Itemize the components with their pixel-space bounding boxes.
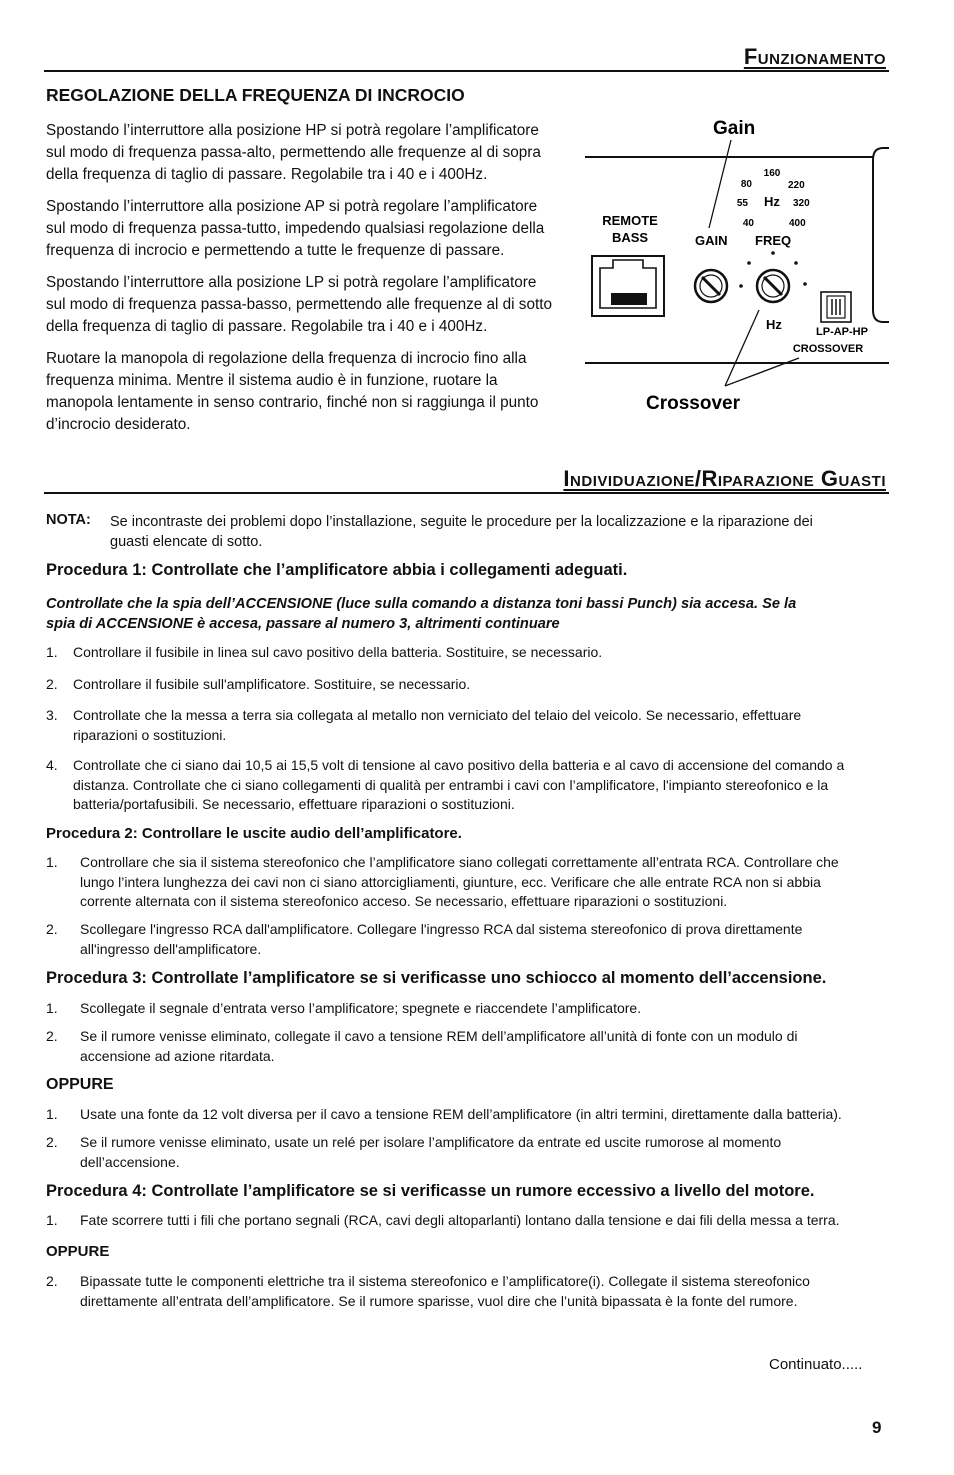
list-item-number: 4. xyxy=(46,757,58,773)
list-item-number: 1. xyxy=(46,644,58,660)
list-item-number: 3. xyxy=(46,707,58,723)
section-title-funzionamento: Funzionamento xyxy=(743,44,886,69)
bass-label: BASS xyxy=(611,230,649,245)
crossover-heading: REGOLAZIONE DELLA FREQUENZA DI INCROCIO xyxy=(46,85,465,105)
paragraph-line: frequenza di incrocio e permettendo a tutte le frequenze di passare. xyxy=(46,242,505,259)
list-item-text: Controllare il fusibile sull'amplificatore. Sostituire, se necessario. xyxy=(73,676,471,692)
proc4-title: Procedura 4: Controllate l’amplificatore se si verificasse un rumore eccessivo a livello del motore. xyxy=(46,1182,815,1200)
remote-label: REMOTE xyxy=(602,213,658,228)
amplifier-panel-diagram xyxy=(583,110,893,420)
freq-label: FREQ xyxy=(755,233,792,248)
scale-40: 40 xyxy=(742,218,754,229)
paragraph-line: della frequenza di taglio di passare. Regolabile tra i 40 e i 400Hz. xyxy=(46,166,488,183)
list-item-number: 1. xyxy=(46,1106,58,1122)
scale-160: 160 xyxy=(763,168,781,179)
proc1-title: Procedura 1: Controllate che l’amplificatore abbia i collegamenti adeguati. xyxy=(46,561,628,579)
list-item-text: Fate scorrere tutti i fili che portano segnali (RCA, cavi degli altoparlanti) lontano dalla tensione e dai fili della messa a terra. xyxy=(80,1212,840,1228)
note-text: Se incontraste dei problemi dopo l’installazione, seguite le procedure per la localizzazione e la riparazione dei guasti elencate di sotto. xyxy=(110,514,813,550)
oppure-2: OPPURE xyxy=(46,1243,110,1260)
crossover-callout: Crossover xyxy=(646,393,740,414)
hz-top-label: Hz xyxy=(764,194,780,209)
troubleshoot-rule xyxy=(44,492,889,494)
note-label: NOTA: xyxy=(46,512,91,528)
paragraph-line: sul modo di frequenza passa-tutto, impedendo qualsiasi regolazione della xyxy=(46,220,545,237)
list-item-text: Usate una fonte da 12 volt diversa per il cavo a tensione REM dell’amplificatore (in altri termini, direttamente dalla batteria). xyxy=(80,1106,842,1122)
list-item-text: Controllare che sia il sistema stereofonico che l’amplificatore siano collegati correttamente all’entrata RCA. Controllare che lungo l’intera lunghezza dei cavi non ci siano attorcigliamenti, giunture, ecc. Verificare che alle entrate RCA non si abbia corrente alternata con il sistema stereofonico acceso. Se necessario, effettuare riparazioni o sostituzioni. xyxy=(80,854,839,909)
list-item-text: Controllate che la messa a terra sia collegata al metallo non verniciato del telaio del veicolo. Se necessario, effettuare riparazioni o sostituzioni. xyxy=(73,707,802,743)
paragraph-line: Spostando l’interruttore alla posizione LP si potrà regolare l’amplificatore xyxy=(46,274,537,291)
gain-callout: Gain xyxy=(713,118,756,139)
switch-label-1: LP-AP-HP xyxy=(816,326,868,338)
scale-220: 220 xyxy=(788,180,805,191)
list-item-number: 1. xyxy=(46,854,58,870)
oppure-1: OPPURE xyxy=(46,1076,114,1093)
hz-bottom-label: Hz xyxy=(766,317,782,332)
panel-right-bracket xyxy=(873,148,889,322)
crossover-paragraph xyxy=(46,120,586,186)
paragraph-line: d’incrocio desiderato. xyxy=(46,416,191,433)
rj45-contacts xyxy=(611,293,647,305)
paragraph-line: sul modo di frequenza passa-alto, permettendo alle frequenze al di sopra xyxy=(46,144,541,161)
list-item-text: Scollegare l'ingresso RCA dall'amplificatore. Collegare l'ingresso RCA dal sistema stereofonico di prova direttamente all'ingresso dell'amplificatore. xyxy=(80,921,803,957)
gain-label: GAIN xyxy=(695,233,728,248)
switch-label-2: CROSSOVER xyxy=(792,343,864,355)
paragraph-line: Spostando l’interruttore alla posizione HP si potrà regolare l’amplificatore xyxy=(46,122,539,139)
crossover-paragraphs xyxy=(46,120,586,446)
rj45-jack-outer xyxy=(592,256,664,316)
list-item-text: Controllare il fusibile in linea sul cavo positivo della batteria. Sostituire, se necessario. xyxy=(73,644,603,660)
scale-80: 80 xyxy=(740,179,752,190)
proc1-intro: Controllate che la spia dell’ACCENSIONE (luce sulla comando a distanza toni bassi Punch) sia accesa. Se la spia di ACCENSIONE è accesa, passare al numero 3, altrimenti continuare xyxy=(46,596,797,632)
list-item-number: 1. xyxy=(46,1212,58,1228)
paragraph-line: manopola lentamente in senso contrario, finché non si raggiunga il punto xyxy=(46,394,539,411)
crossover-paragraph xyxy=(46,196,586,262)
list-item-text: Bipassate tutte le componenti elettriche tra il sistema stereofonico e l’amplificatore(i). Collegate il sistema stereofonico direttamente all’entrata dell’amplificatore. Se il rumore sparisse, vuol dire che l’unità bipassata è la fonte del rumore. xyxy=(80,1273,810,1309)
section-title-guasti: Individuazione/Riparazione Guasti xyxy=(563,466,886,491)
scale-320: 320 xyxy=(793,198,810,209)
gain-callout-line xyxy=(709,140,731,228)
scale-400: 400 xyxy=(789,218,806,229)
list-item-number: 2. xyxy=(46,676,58,692)
list-item-number: 1. xyxy=(46,1000,58,1016)
scale-55: 55 xyxy=(736,198,748,209)
list-item-text: Controllate che ci siano dai 10,5 ai 15,5 volt di tensione al cavo positivo della batteria e al cavo di accensione del comando a distanza. Controllate che ci siano collegamenti di qualità per entrambi i cavi con l’amplificatore, l'impianto stereofonico e la batteria/portafusibili. Se necessario, effettuare riparazioni o sostituzioni. xyxy=(73,757,845,812)
list-item-text: Se il rumore venisse eliminato, usate un relé per isolare l’amplificatore da entrate ed uscite rumorose al momento dell’accensione. xyxy=(80,1134,782,1170)
continued-text: Continuato..... xyxy=(769,1356,863,1373)
list-item-number: 2. xyxy=(46,921,58,937)
paragraph-line: Ruotare la manopola di regolazione della frequenza di incrocio fino alla xyxy=(46,350,527,367)
paragraph-line: sul modo di frequenza passa-basso, permettendo alle frequenze al di sotto xyxy=(46,296,552,313)
crossover-paragraph xyxy=(46,272,586,338)
paragraph-line: Spostando l’interruttore alla posizione AP si potrà regolare l’amplificatore xyxy=(46,198,538,215)
paragraph-line: frequenza minima. Mentre il sistema audio è in funzione, ruotare la xyxy=(46,372,498,389)
proc3-title: Procedura 3: Controllate l’amplificatore se si verificasse uno schiocco al momento dell’accensione. xyxy=(46,969,827,987)
paragraph-line: della frequenza di taglio di passare. Regolabile tra i 40 e i 400Hz. xyxy=(46,318,488,335)
list-item-text: Scollegate il segnale d’entrata verso l’amplificatore; spegnete e riaccendete l’amplificatore. xyxy=(80,1000,642,1016)
list-item-number: 2. xyxy=(46,1028,58,1044)
crossover-paragraph xyxy=(46,348,586,436)
list-item-text: Se il rumore venisse eliminato, collegate il cavo a tensione REM dell’amplificatore all’unità di fonte con un modulo di accensione ad azione ritardata. xyxy=(80,1028,798,1064)
page-number: 9 xyxy=(872,1418,882,1437)
list-item-number: 2. xyxy=(46,1134,58,1150)
header-rule xyxy=(44,70,889,72)
proc2-title: Procedura 2: Controllare le uscite audio dell’amplificatore. xyxy=(46,825,462,842)
list-item-number: 2. xyxy=(46,1273,58,1289)
